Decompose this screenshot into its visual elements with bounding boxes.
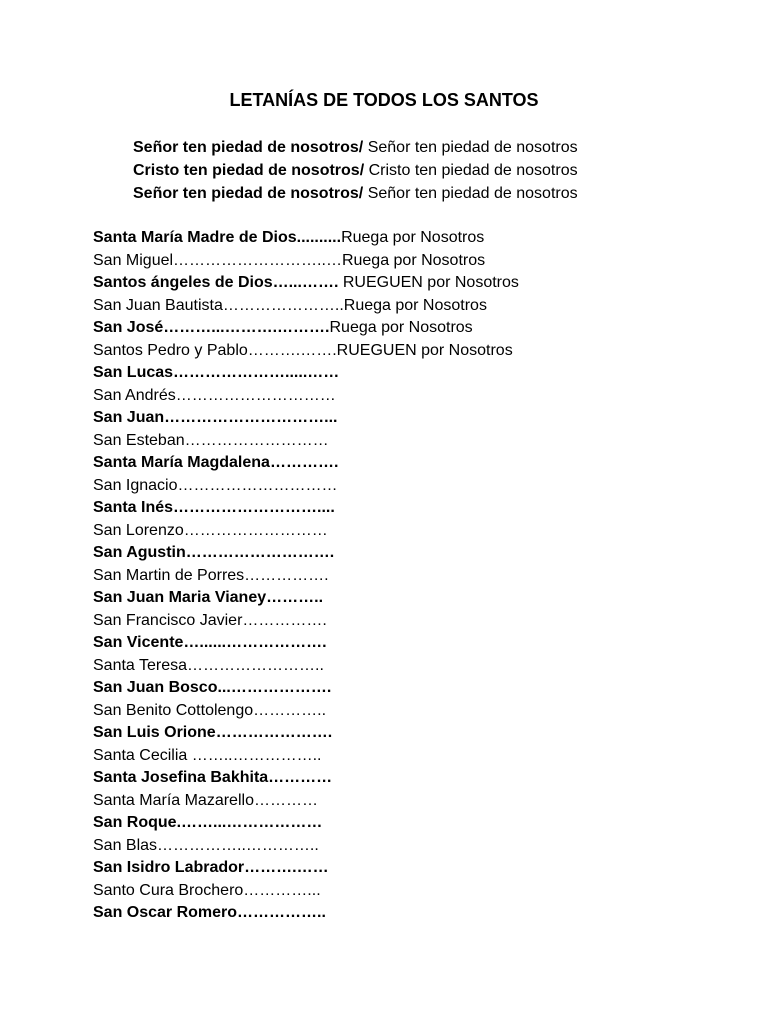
- saint-name: San Vicente…......……………….: [93, 634, 327, 651]
- litany-line: [93, 790, 519, 813]
- litany-line: [93, 677, 519, 700]
- litany-line: [93, 430, 519, 453]
- saint-name: San Blas……………..…………..: [93, 836, 319, 854]
- litany-line: [93, 227, 519, 250]
- saint-name: San Francisco Javier…………….: [93, 611, 327, 629]
- litany-list: [93, 227, 519, 925]
- litany-line: [93, 655, 519, 678]
- litany-line: [93, 587, 519, 610]
- litany-line: [93, 317, 519, 340]
- kyrie-call: Cristo ten piedad de nosotros/: [133, 162, 365, 179]
- saint-name: San Ignacio…………………………: [93, 476, 338, 494]
- litany-response: RUEGUEN por Nosotros: [338, 274, 519, 291]
- litany-line: [93, 610, 519, 633]
- saint-name: San Isidro Labrador……….……: [93, 859, 329, 876]
- saint-name: Santa María Mazarello…………: [93, 791, 318, 809]
- kyrie-response: Señor ten piedad de nosotros: [363, 139, 578, 156]
- saint-name: San Juan Bautista…………………..: [93, 296, 344, 314]
- litany-line: [93, 767, 519, 790]
- saint-name: Santa María Magdalena………….: [93, 454, 339, 471]
- saint-name: San Esteban………………………: [93, 431, 329, 449]
- litany-line: [93, 722, 519, 745]
- saint-name: San Oscar Romero……………..: [93, 904, 326, 921]
- saint-name: Santa Cecilia ……..……………..: [93, 746, 322, 764]
- kyrie-line: [133, 136, 578, 159]
- saint-name: Santos ángeles de Dios…...…….: [93, 274, 339, 291]
- litany-response: Ruega por Nosotros: [341, 229, 485, 246]
- litany-response: Ruega por Nosotros: [341, 251, 486, 269]
- kyrie-response: Cristo ten piedad de nosotros: [364, 162, 578, 179]
- litany-line: [93, 542, 519, 565]
- saint-name: San Luis Orione………………….: [93, 724, 333, 741]
- saint-name: Santa María Madre de Dios..........: [93, 229, 342, 246]
- kyrie-call: Señor ten piedad de nosotros/: [133, 139, 364, 156]
- saint-name: San Juan Bosco...……………….: [93, 679, 332, 696]
- saint-name: San Martin de Porres…………….: [93, 566, 329, 584]
- litany-line: [93, 295, 519, 318]
- litany-line: [93, 475, 519, 498]
- litany-response: Ruega por Nosotros: [343, 296, 487, 314]
- saint-name: San Miguel………………………..…: [93, 251, 342, 269]
- litany-line: [93, 250, 519, 273]
- litany-line: [93, 565, 519, 588]
- saint-name: San José………...……….……….: [93, 319, 330, 336]
- litany-line: [93, 632, 519, 655]
- kyrie-block: [133, 136, 578, 205]
- litany-line: [93, 362, 519, 385]
- saint-name: San Andrés…………………………: [93, 386, 336, 404]
- saint-name: San Juan Maria Vianey………..: [93, 589, 324, 606]
- kyrie-response: Señor ten piedad de nosotros: [363, 185, 578, 202]
- saint-name: San Lucas………………….....……: [93, 364, 340, 381]
- litany-line: [93, 745, 519, 768]
- litany-line: [93, 902, 519, 925]
- document-title: LETANÍAS DE TODOS LOS SANTOS: [229, 90, 539, 110]
- litany-line: [93, 812, 519, 835]
- saint-name: Santa Josefina Bakhita…………: [93, 769, 333, 786]
- litany-line: [93, 520, 519, 543]
- litany-line: [93, 835, 519, 858]
- litany-line: [93, 407, 519, 430]
- saint-name: San Juan…………………………...: [93, 409, 338, 426]
- kyrie-line: [133, 182, 578, 205]
- kyrie-line: [133, 159, 578, 182]
- saint-name: Santa Teresa……………………..: [93, 656, 324, 674]
- saint-name: Santos Pedro y Pablo……….…….: [93, 341, 337, 359]
- saint-name: San Roque.……...………………: [93, 814, 323, 831]
- litany-line: [93, 452, 519, 475]
- litany-line: [93, 700, 519, 723]
- saint-name: Santo Cura Brochero…………...: [93, 881, 321, 899]
- litany-response: RUEGUEN por Nosotros: [336, 341, 513, 359]
- litany-line: [93, 857, 519, 880]
- litany-response: Ruega por Nosotros: [329, 319, 473, 336]
- kyrie-call: Señor ten piedad de nosotros/: [133, 185, 364, 202]
- litany-line: [93, 385, 519, 408]
- saint-name: Santa Inés………………………....: [93, 499, 335, 516]
- litany-line: [93, 272, 519, 295]
- saint-name: San Agustin……………………….: [93, 544, 335, 561]
- litany-line: [93, 340, 519, 363]
- saint-name: San Benito Cottolengo…………..: [93, 701, 327, 719]
- saint-name: San Lorenzo………………………: [93, 521, 328, 539]
- litany-line: [93, 880, 519, 903]
- litany-line: [93, 497, 519, 520]
